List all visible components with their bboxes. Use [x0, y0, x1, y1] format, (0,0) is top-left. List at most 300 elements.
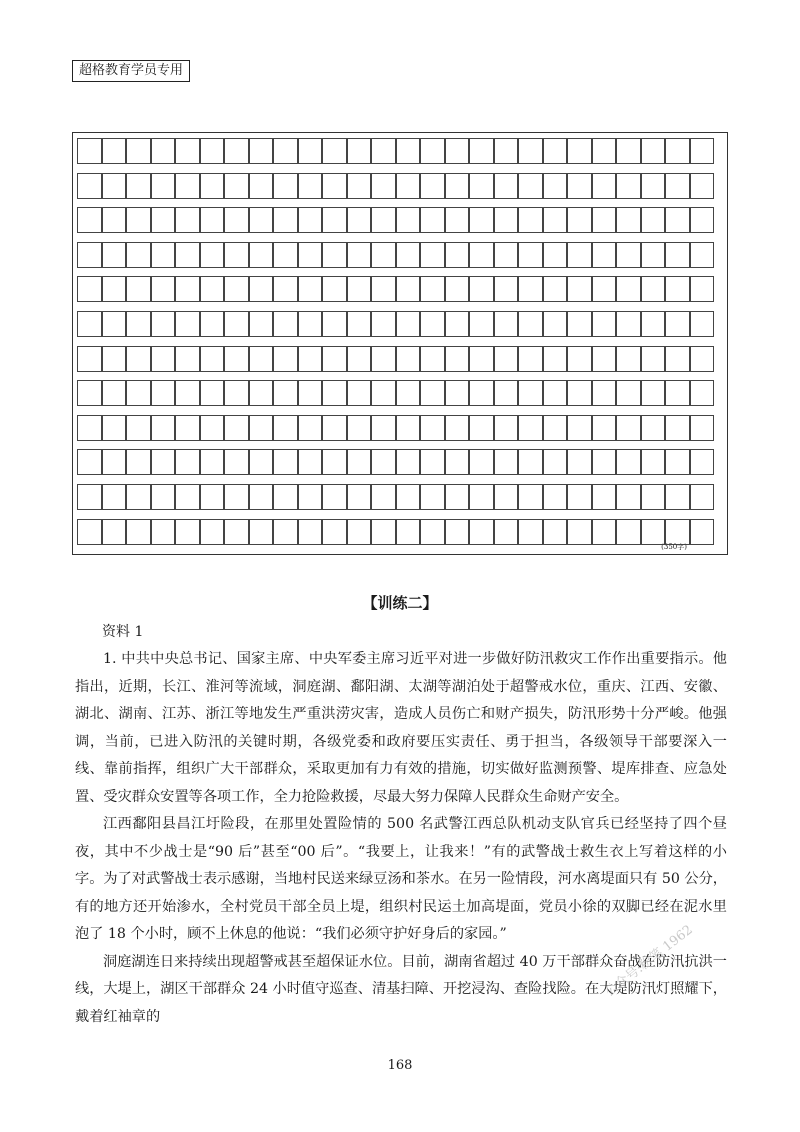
grid-cell	[518, 173, 543, 199]
grid-cell	[347, 173, 372, 199]
grid-cell	[273, 346, 298, 372]
grid-cell	[371, 173, 396, 199]
grid-cell	[273, 138, 298, 164]
grid-cell	[690, 484, 715, 510]
grid-cell	[592, 242, 617, 268]
grid-cell	[102, 380, 127, 406]
grid-cell	[641, 519, 666, 545]
grid-cell	[445, 311, 470, 337]
grid-cell	[249, 380, 274, 406]
grid-cell	[665, 207, 690, 233]
grid-cell	[273, 207, 298, 233]
grid-cell	[322, 242, 347, 268]
grid-cell	[249, 415, 274, 441]
grid-cell	[518, 138, 543, 164]
grid-cell	[200, 242, 225, 268]
grid-cell	[616, 173, 641, 199]
grid-cell	[347, 380, 372, 406]
grid-cell	[567, 484, 592, 510]
grid-cell	[518, 380, 543, 406]
grid-cell	[665, 415, 690, 441]
grid-cell	[445, 138, 470, 164]
grid-cell	[200, 415, 225, 441]
page-number: 168	[387, 1058, 413, 1073]
grid-cell	[347, 311, 372, 337]
grid-cell	[543, 449, 568, 475]
grid-cell	[347, 346, 372, 372]
grid-cell	[592, 346, 617, 372]
paragraph-1: 1. 中共中央总书记、国家主席、中央军委主席习近平对进一步做好防汛救灾工作作出重要指示。他指出，近期，长江、淮河等流域，洞庭湖、鄱阳湖、太湖等湖泊处于超警戒水位，重庆、江西、安徽、湖北、湖南、江苏、浙江等地发生严重洪涝灾害，造成人员伤亡和财产损失，防汛形势十分严峻。他强调，当前，已进入防汛的关键时期，各级党委和政府要压实责任、勇于担当，各级领导干部要深入一线、靠前指挥，组织广大干部群众，采取更加有力有效的措施，切实做好监测预警、堤库排查、应急处置、受灾群众安置等各项工作，全力抢险救援，尽最大努力保障人民群众生命财产安全。	[75, 651, 727, 805]
grid-cell	[396, 449, 421, 475]
grid-cell	[77, 415, 102, 441]
grid-cell	[469, 173, 494, 199]
grid-cell	[224, 519, 249, 545]
grid-cell	[690, 276, 715, 302]
grid-cell	[273, 484, 298, 510]
grid-cell	[322, 346, 347, 372]
grid-cell	[151, 311, 176, 337]
grid-cell	[224, 449, 249, 475]
grid-cell	[200, 207, 225, 233]
grid-cell	[249, 519, 274, 545]
grid-row	[77, 449, 714, 475]
grid-cell	[543, 173, 568, 199]
grid-cell	[641, 173, 666, 199]
grid-cell	[396, 207, 421, 233]
grid-cell	[665, 242, 690, 268]
grid-cell	[224, 415, 249, 441]
grid-cell	[543, 415, 568, 441]
grid-cell	[175, 276, 200, 302]
grid-cell	[543, 519, 568, 545]
grid-cell	[322, 484, 347, 510]
grid-cell	[151, 242, 176, 268]
grid-cell	[445, 484, 470, 510]
grid-cell	[371, 276, 396, 302]
grid-cell	[175, 415, 200, 441]
grid-cell	[616, 311, 641, 337]
grid-cell	[371, 449, 396, 475]
grid-cell	[151, 415, 176, 441]
grid-cell	[592, 380, 617, 406]
section-title: 【训练二】	[362, 594, 438, 612]
grid-cell	[518, 311, 543, 337]
grid-cell	[641, 346, 666, 372]
grid-cell	[175, 449, 200, 475]
grid-cell	[469, 449, 494, 475]
grid-cell	[249, 173, 274, 199]
grid-cell	[298, 138, 323, 164]
grid-cell	[224, 276, 249, 302]
grid-cell	[567, 242, 592, 268]
grid-cell	[641, 484, 666, 510]
grid-cell	[298, 242, 323, 268]
grid-cell	[469, 138, 494, 164]
grid-cell	[102, 276, 127, 302]
grid-cell	[175, 346, 200, 372]
grid-cell	[396, 380, 421, 406]
grid-cell	[126, 380, 151, 406]
grid-cell	[690, 380, 715, 406]
grid-cell	[371, 380, 396, 406]
grid-cell	[518, 484, 543, 510]
grid-cell	[494, 415, 519, 441]
grid-cell	[665, 380, 690, 406]
grid-cell	[102, 519, 127, 545]
grid-cell	[175, 173, 200, 199]
grid-row	[77, 519, 714, 545]
grid-cell	[102, 311, 127, 337]
grid-cell	[690, 346, 715, 372]
grid-cell	[249, 207, 274, 233]
grid-cell	[420, 311, 445, 337]
grid-cell	[77, 207, 102, 233]
grid-cell	[420, 242, 445, 268]
grid-cell	[77, 276, 102, 302]
grid-row	[77, 415, 714, 441]
grid-cell	[249, 346, 274, 372]
grid-cell	[322, 311, 347, 337]
grid-cell	[469, 380, 494, 406]
grid-cell	[126, 276, 151, 302]
grid-cell	[567, 380, 592, 406]
grid-cell	[249, 449, 274, 475]
grid-cell	[469, 519, 494, 545]
grid-cell	[567, 207, 592, 233]
grid-cell	[469, 484, 494, 510]
grid-cell	[469, 415, 494, 441]
grid-cell	[616, 449, 641, 475]
grid-cell	[224, 138, 249, 164]
grid-cell	[396, 346, 421, 372]
grid-row	[77, 276, 714, 302]
grid-cell	[347, 138, 372, 164]
grid-cell	[469, 207, 494, 233]
grid-cell	[273, 311, 298, 337]
grid-cell	[126, 311, 151, 337]
grid-cell	[690, 415, 715, 441]
grid-cell	[445, 207, 470, 233]
grid-cell	[469, 276, 494, 302]
grid-cell	[592, 519, 617, 545]
grid-cell	[641, 207, 666, 233]
grid-cell	[616, 207, 641, 233]
grid-cell	[665, 449, 690, 475]
grid-cell	[518, 242, 543, 268]
grid-cell	[567, 415, 592, 441]
grid-cell	[224, 173, 249, 199]
grid-cell	[396, 484, 421, 510]
grid-cell	[298, 380, 323, 406]
grid-cell	[396, 519, 421, 545]
grid-cell	[200, 484, 225, 510]
grid-cell	[445, 380, 470, 406]
grid-cell	[322, 207, 347, 233]
grid-cell	[494, 311, 519, 337]
grid-cell	[420, 415, 445, 441]
grid-cell	[616, 276, 641, 302]
grid-cell	[249, 311, 274, 337]
grid-cell	[347, 276, 372, 302]
grid-cell	[641, 311, 666, 337]
grid-cell	[420, 173, 445, 199]
grid-cell	[298, 276, 323, 302]
grid-row	[77, 311, 714, 337]
grid-cell	[543, 207, 568, 233]
grid-cell	[200, 173, 225, 199]
grid-row	[77, 484, 714, 510]
grid-cell	[420, 380, 445, 406]
grid-cell	[249, 138, 274, 164]
grid-cell	[616, 346, 641, 372]
grid-cell	[126, 138, 151, 164]
grid-cell	[347, 242, 372, 268]
grid-cell	[273, 380, 298, 406]
grid-cell	[298, 519, 323, 545]
grid-cell	[224, 207, 249, 233]
grid-cell	[77, 380, 102, 406]
grid-cell	[126, 346, 151, 372]
grid-cell	[126, 449, 151, 475]
grid-cell	[151, 207, 176, 233]
grid-cell	[543, 138, 568, 164]
grid-cell	[126, 484, 151, 510]
grid-cell	[249, 242, 274, 268]
grid-cell	[200, 138, 225, 164]
grid-cell	[616, 484, 641, 510]
grid-cell	[567, 519, 592, 545]
grid-cell	[494, 484, 519, 510]
grid-cell	[126, 173, 151, 199]
grid-row	[77, 207, 714, 233]
grid-cell	[445, 519, 470, 545]
grid-cell	[518, 207, 543, 233]
grid-cell	[273, 173, 298, 199]
grid-cell	[445, 242, 470, 268]
grid-cell	[616, 415, 641, 441]
grid-cell	[494, 138, 519, 164]
grid-cell	[396, 276, 421, 302]
grid-cell	[151, 449, 176, 475]
grid-cell	[518, 415, 543, 441]
grid-cell	[200, 519, 225, 545]
grid-cell	[126, 207, 151, 233]
grid-cell	[298, 311, 323, 337]
grid-cell	[151, 173, 176, 199]
grid-cell	[567, 276, 592, 302]
grid-cell	[200, 346, 225, 372]
grid-cell	[322, 380, 347, 406]
grid-cell	[665, 346, 690, 372]
grid-cell	[518, 449, 543, 475]
grid-cell	[102, 415, 127, 441]
grid-cell	[690, 449, 715, 475]
grid-cell	[543, 380, 568, 406]
grid-cell	[175, 207, 200, 233]
grid-cell	[494, 346, 519, 372]
header-label: 超格教育学员专用	[72, 60, 190, 82]
grid-cell	[445, 449, 470, 475]
grid-cell	[347, 484, 372, 510]
grid-cell	[102, 449, 127, 475]
grid-cell	[175, 138, 200, 164]
grid-cell	[347, 207, 372, 233]
grid-cell	[665, 276, 690, 302]
grid-cell	[273, 415, 298, 441]
grid-cell	[567, 449, 592, 475]
grid-cell	[690, 173, 715, 199]
grid-cell	[371, 207, 396, 233]
grid-cell	[322, 138, 347, 164]
grid-cell	[77, 173, 102, 199]
grid-cell	[273, 449, 298, 475]
grid-cell	[518, 276, 543, 302]
grid-cell	[200, 311, 225, 337]
grid-cell	[175, 311, 200, 337]
grid-cell	[151, 346, 176, 372]
grid-cell	[77, 242, 102, 268]
grid-cell	[371, 519, 396, 545]
grid-cell	[690, 138, 715, 164]
paragraph-3: 洞庭湖连日来持续出现超警戒甚至超保证水位。目前，湖南省超过 40 万干部群众奋战在防汛抗洪一线，大堤上，湖区干部群众 24 小时值守巡查、清基扫障、开挖浸沟、查险找险。在大堤防汛灯照耀下，戴着红袖章的	[75, 953, 727, 1025]
grid-cell	[592, 449, 617, 475]
grid-cell	[445, 276, 470, 302]
grid-cell	[592, 415, 617, 441]
grid-cell	[322, 276, 347, 302]
grid-cell	[567, 311, 592, 337]
grid-cell	[224, 484, 249, 510]
grid-cell	[420, 276, 445, 302]
grid-cell	[567, 138, 592, 164]
grid-cell	[543, 311, 568, 337]
grid-cell	[518, 346, 543, 372]
grid-row	[77, 380, 714, 406]
grid-row	[77, 173, 714, 199]
grid-cell	[371, 138, 396, 164]
grid-cell	[322, 519, 347, 545]
grid-cell	[151, 380, 176, 406]
grid-cell	[494, 173, 519, 199]
grid-cell	[126, 242, 151, 268]
grid-cell	[641, 138, 666, 164]
grid-cell	[200, 276, 225, 302]
grid-cell	[469, 242, 494, 268]
grid-cell	[322, 415, 347, 441]
grid-cell	[396, 138, 421, 164]
grid-cell	[151, 138, 176, 164]
grid-cell	[690, 242, 715, 268]
grid-cell	[249, 276, 274, 302]
grid-cell	[469, 311, 494, 337]
grid-cell	[77, 138, 102, 164]
grid-cell	[371, 346, 396, 372]
grid-cell	[151, 276, 176, 302]
source-label: 资料 1	[102, 624, 144, 640]
grid-cell	[126, 519, 151, 545]
grid-cell	[200, 449, 225, 475]
grid-cell	[543, 242, 568, 268]
grid-cell	[322, 173, 347, 199]
grid-cell	[690, 207, 715, 233]
grid-cell	[543, 346, 568, 372]
grid-cell	[224, 311, 249, 337]
grid-cell	[347, 415, 372, 441]
grid-cell	[494, 449, 519, 475]
grid-cell	[77, 311, 102, 337]
grid-cell	[102, 173, 127, 199]
grid-cell	[469, 346, 494, 372]
grid-cell	[175, 519, 200, 545]
grid-cell	[396, 415, 421, 441]
grid-cell	[298, 207, 323, 233]
grid-cell	[543, 276, 568, 302]
grid-cell	[641, 276, 666, 302]
grid-row	[77, 242, 714, 268]
grid-cell	[641, 415, 666, 441]
grid-cell	[494, 242, 519, 268]
grid-cell	[616, 519, 641, 545]
grid-cell	[445, 415, 470, 441]
grid-cell	[690, 311, 715, 337]
grid-cell	[102, 138, 127, 164]
watermark: 公众号:粉笔 1962	[602, 922, 696, 1000]
grid-cell	[102, 484, 127, 510]
grid-cell	[518, 519, 543, 545]
grid-cell	[641, 242, 666, 268]
grid-cell	[494, 276, 519, 302]
grid-cell	[396, 311, 421, 337]
grid-cell	[77, 519, 102, 545]
grid-cell	[273, 242, 298, 268]
grid-cell	[690, 519, 715, 545]
grid-cell	[420, 519, 445, 545]
paragraph-2: 江西鄱阳县昌江圩险段，在那里处置险情的 500 名武警江西总队机动支队官兵已经坚持了四个昼夜，其中不少战士是“90 后”甚至“00 后”。“我要上，让我来！”有的武警战士救生衣上写着这样的小字。为了对武警战士表示感谢，当地村民送来绿豆汤和茶水。在另一险情段，河水离堤面只有 50 公分，有的地方还开始渗水，全村党员干部全员上堤，组织村民运土加高堤面，党员小徐的双脚已经在泥水里泡了 18 个小时，顾不上休息的他说：“我们必须守护好身后的家园。”	[75, 816, 727, 942]
grid-cell	[543, 484, 568, 510]
grid-cell	[371, 415, 396, 441]
grid-cell	[102, 242, 127, 268]
grid-cell	[592, 276, 617, 302]
grid-cell	[151, 519, 176, 545]
grid-cell	[77, 449, 102, 475]
grid-row	[77, 346, 714, 372]
grid-cell	[592, 138, 617, 164]
grid-cell	[224, 380, 249, 406]
grid-cell	[224, 346, 249, 372]
grid-cell	[494, 380, 519, 406]
grid-cell	[298, 484, 323, 510]
grid-cell	[175, 242, 200, 268]
grid-cell	[445, 173, 470, 199]
grid-cell	[298, 449, 323, 475]
grid-cell	[665, 519, 690, 545]
grid-cell	[420, 449, 445, 475]
grid-cell	[445, 346, 470, 372]
grid-cell	[396, 242, 421, 268]
grid-cell	[616, 242, 641, 268]
grid-cell	[298, 346, 323, 372]
grid-cell	[665, 311, 690, 337]
grid-cell	[616, 380, 641, 406]
writing-grid	[72, 132, 728, 555]
grid-cell	[567, 173, 592, 199]
grid-cell	[592, 311, 617, 337]
grid-cell	[273, 276, 298, 302]
grid-cell	[592, 484, 617, 510]
word-count-label: (350字)	[661, 543, 687, 551]
grid-cell	[371, 242, 396, 268]
grid-cell	[200, 380, 225, 406]
grid-cell	[494, 519, 519, 545]
